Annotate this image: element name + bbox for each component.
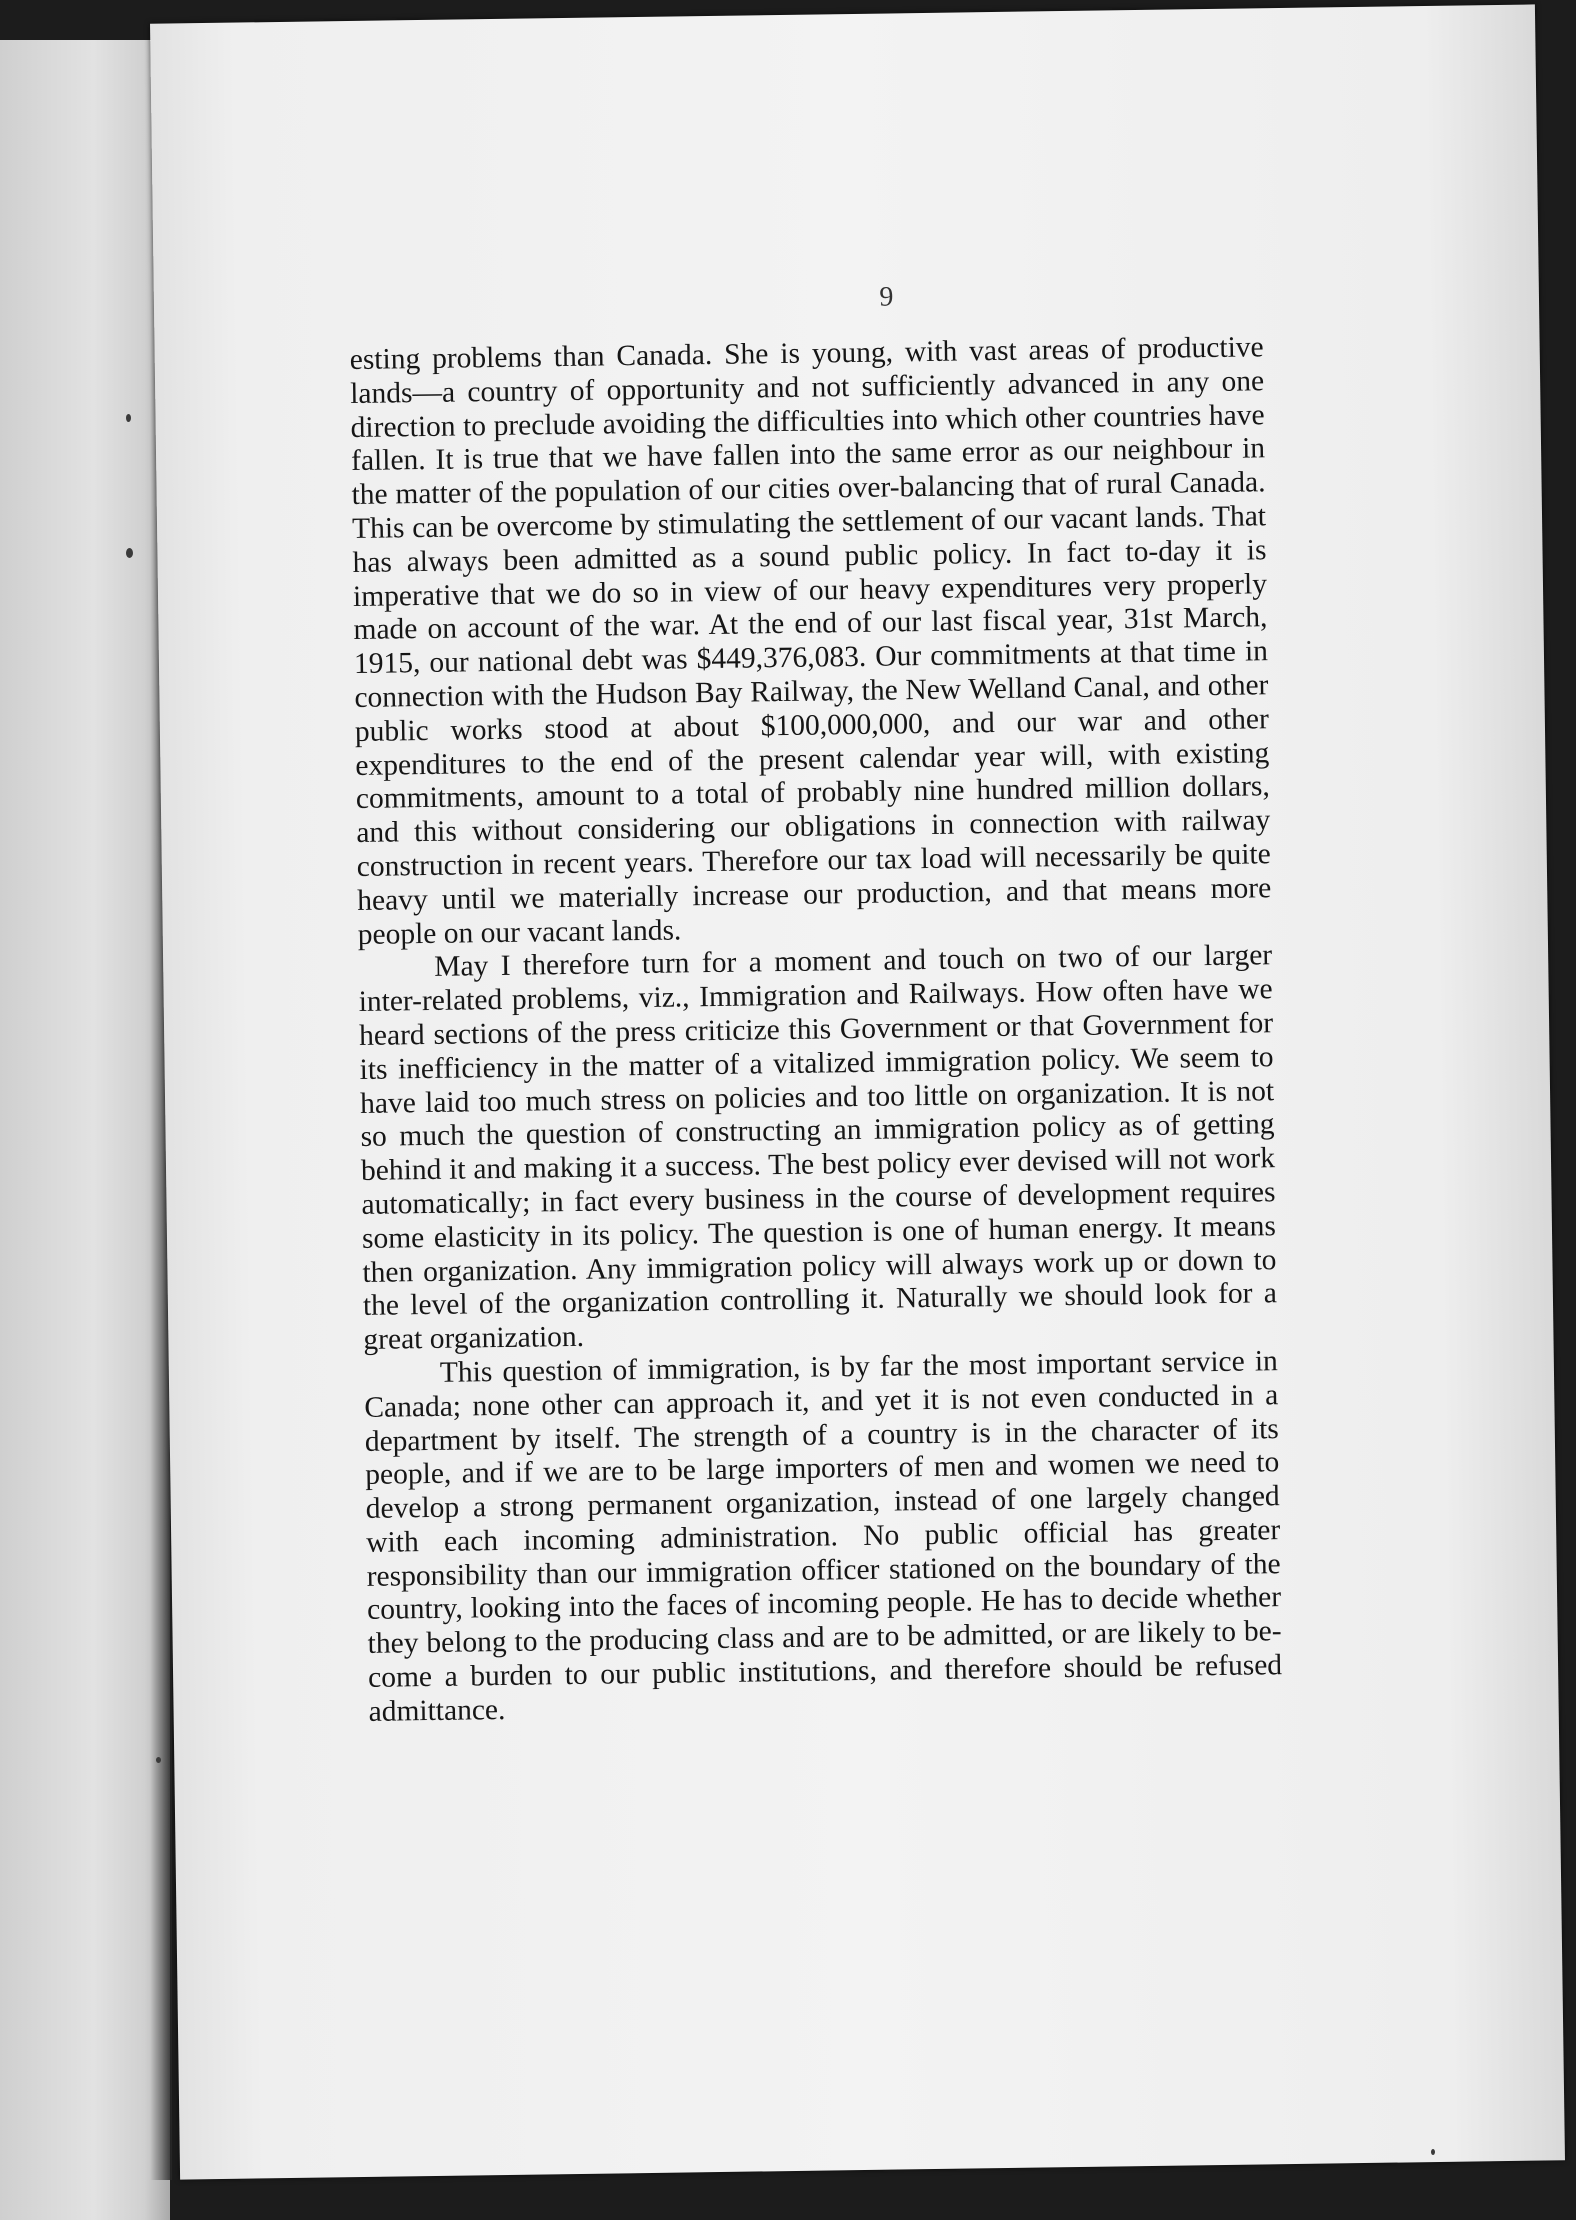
paragraph-1: esting problems than Canada. She is young, with vast areas of productive lands—a country of opportunity and not sufficiently advanced in any one direction to preclude avoiding the difficulties into which other countries have fallen. It is true that we have fallen into the same error as our neighbour in the matter of the population of our cities over-balancing that of rural Canada. This can be overcome by stimulating the settlement of our vacant lands. That has always been admitted as a sound public policy. In fact to-day it is imperative that we do so in view of our heavy expenditures very properly made on account of the war. At the end of our last fiscal year, 31st March, 1915, our national debt was $449,376,083. Our commitments at that time in connection with the Hudson Bay Railway, the New Welland Canal, and other public works stood at about $100,000,000, and our war and other expenditures to the end of the present calendar year will, with existing commitments, amount to a total of probably nine hundred million dollars, and this without considering our obligations in connection with railway construction in recent years. Therefore our tax load will necessarily be quite heavy until we materially increase our production, and that means more people on our vacant lands. <box>349 331 1272 951</box>
body-text <box>350 331 1283 1729</box>
margin-speck <box>156 1757 161 1763</box>
paragraph-2: May I therefore turn for a moment and touch on two of our larger inter-related problems, viz., Immigration and Railways. How often have we heard sections of the press criticize this Government or that Government for its inefficiency in the matter of a vitalized immigration policy. We seem to have laid too much stress on policies and too little on organization. It is not so much the question of constructing an immigration policy as of getting behind it and making it a success. The best policy ever devised will not work automatically; in fact every business in the course of development requires some elasticity in its policy. The question is one of human energy. It means then organization. Any immigration policy will always work up or down to the level of the organization controlling it. Naturally we should look for a great organization. <box>358 939 1278 1357</box>
margin-speck <box>1431 2149 1435 2155</box>
page-number: 9 <box>879 281 894 313</box>
paragraph-3: This question of immigration, is by far the most important service in Canada; none other can approach it, and yet it is not even conducted in a department by itself. The strength of a country is in the character of its people, and if we are to be large importers of men and women we need to develop a strong permanent organization, instead of one largely changed with each incoming administration. No public official has greater responsibility than our immigration officer stationed on the boundary of the country, looking into the faces of incoming people. He has to decide whether they belong to the producing class and are to be admitted, or are likely to become a burden to our public institutions, and therefore should be refused admittance. <box>364 1345 1283 1728</box>
facing-page-edge <box>0 40 170 2220</box>
margin-speck <box>126 548 133 558</box>
book-page <box>150 4 1565 2179</box>
margin-speck <box>126 414 131 422</box>
